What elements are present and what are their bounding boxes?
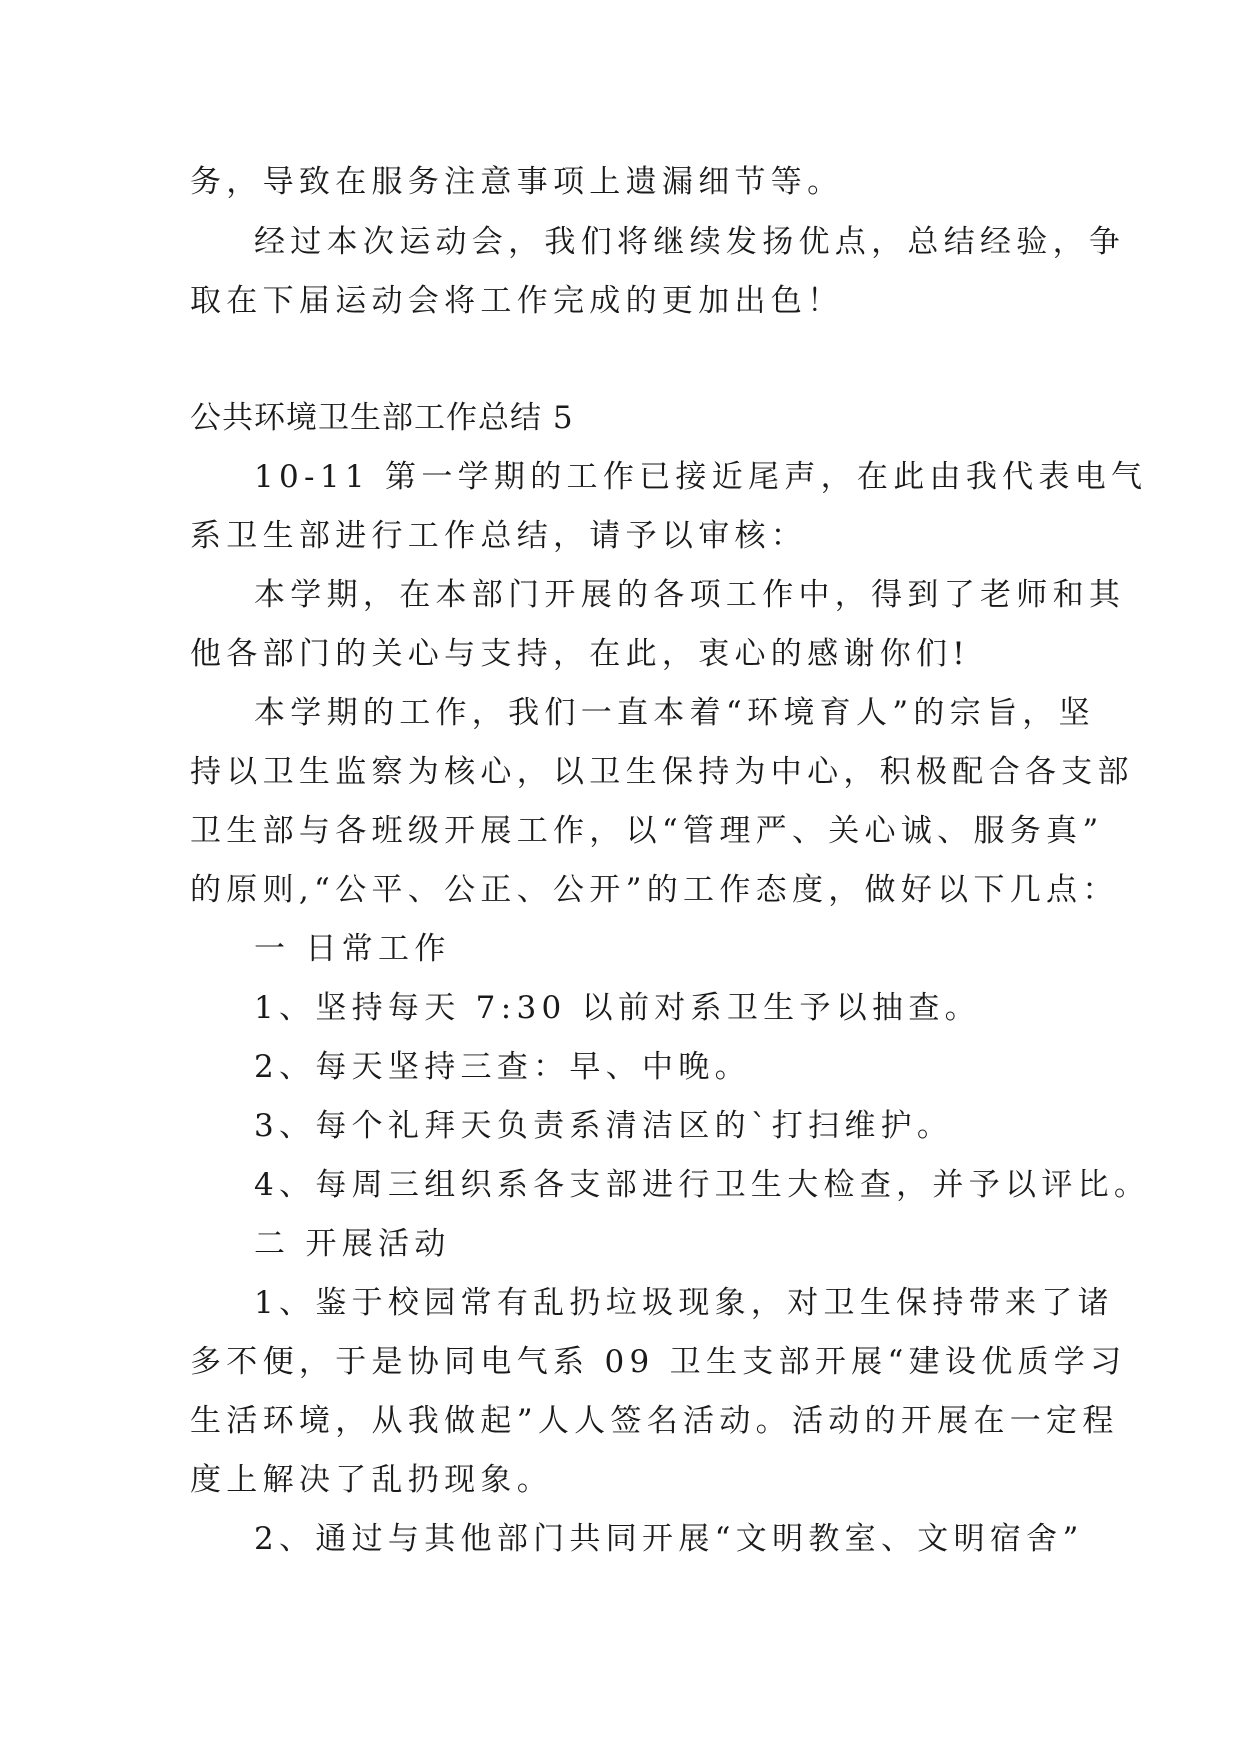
paragraph-line: 系卫生部进行工作总结，请予以审核： [190,518,808,554]
paragraph-line: 1、鉴于校园常有乱扔垃圾现象，对卫生保持带来了诸 [254,1285,1114,1321]
list-heading: 一 日常工作 [254,931,451,967]
paragraph-line: 本学期的工作，我们一直本着“环境育人”的宗旨，坚 [254,695,1095,731]
paragraph-line: 卫生部与各班级开展工作，以“管理严、关心诚、服务真” [190,813,1104,849]
paragraph-line: 度上解决了乱扔现象。 [190,1462,553,1498]
paragraph-line: 本学期，在本部门开展的各项工作中，得到了老师和其 [254,577,1126,613]
paragraph-line: 10-11 第一学期的工作已接近尾声，在此由我代表电气 [254,459,1148,495]
paragraph-line: 生活环境，从我做起”人人签名活动。活动的开展在一定程 [190,1403,1119,1439]
paragraph-line: 取在下届运动会将工作完成的更加出色！ [190,283,844,319]
paragraph-line: 他各部门的关心与支持，在此，衷心的感谢你们! [190,636,971,672]
paragraph-line: 务，导致在服务注意事项上遗漏细节等。 [190,164,844,200]
paragraph-line: 2、通过与其他部门共同开展“文明教室、文明宿舍” [254,1521,1084,1557]
list-item: 1、坚持每天 7:30 以前对系卫生予以抽查。 [254,990,981,1026]
section-heading: 公共环境卫生部工作总结 5 [190,400,574,436]
paragraph-line: 持以卫生监察为核心，以卫生保持为中心，积极配合各支部 [190,754,1134,790]
list-item: 3、每个礼拜天负责系清洁区的`打扫维护。 [254,1108,954,1144]
paragraph-line: 的原则,“公平、公正、公开”的工作态度，做好以下几点： [190,872,1119,908]
list-item: 4、每周三组织系各支部进行卫生大检查，并予以评比。 [254,1167,1151,1203]
list-heading: 二 开展活动 [254,1226,451,1262]
paragraph-line: 经过本次运动会，我们将继续发扬优点，总结经验，争 [254,224,1126,260]
paragraph-line: 多不便，于是协同电气系 09 卫生支部开展“建设优质学习 [190,1344,1127,1380]
list-item: 2、每天坚持三查：早、中晚。 [254,1049,751,1085]
